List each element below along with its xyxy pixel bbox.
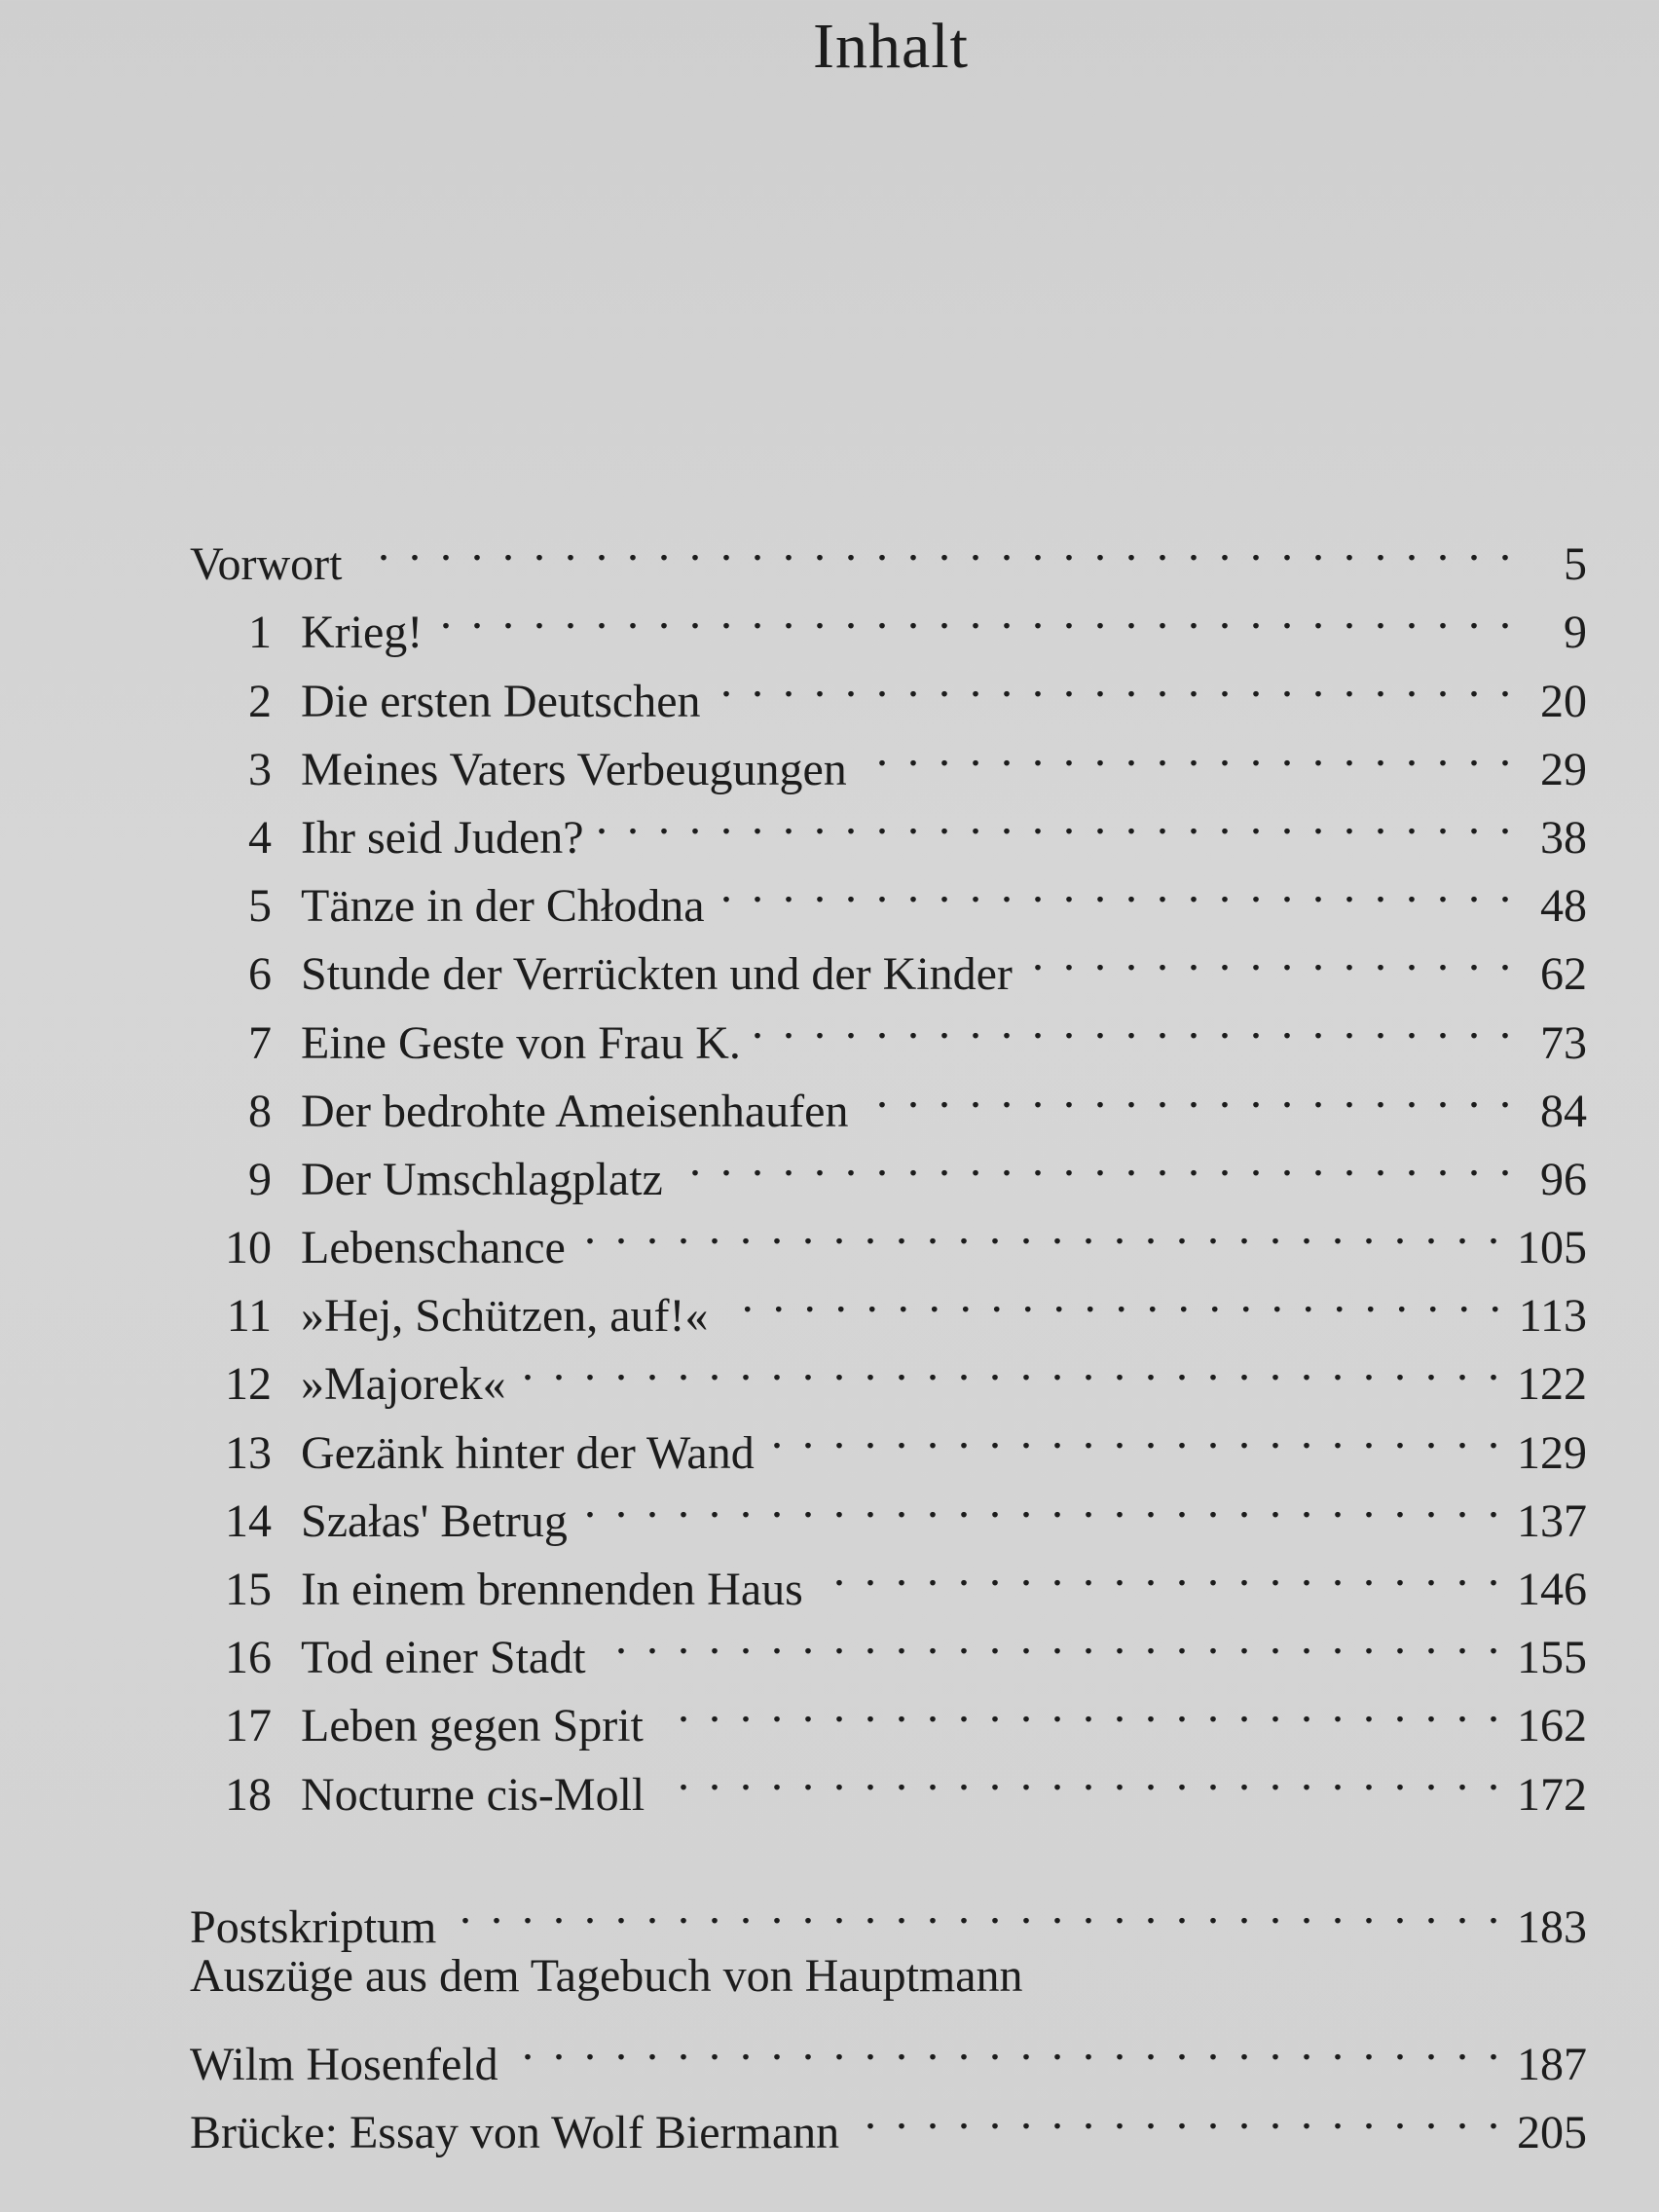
table-of-contents <box>190 511 1587 1821</box>
toc-entry-number: 16 <box>225 1632 272 1684</box>
toc-entry-tagebuch-line2 <box>190 2010 1587 2090</box>
toc-entry-number: 9 <box>248 1153 272 1205</box>
toc-entry-number: 6 <box>248 948 272 1001</box>
toc-entry <box>190 579 1587 659</box>
toc-leader-dots <box>1026 921 1515 989</box>
toc-leader-dots <box>600 1604 1503 1673</box>
toc-entry-number: 15 <box>225 1564 272 1615</box>
toc-entry-page: 146 <box>1517 1564 1587 1615</box>
toc-entry-title: Brücke: Essay von Wolf Biermann <box>190 2106 840 2158</box>
toc-leader-dots <box>677 1126 1515 1195</box>
toc-entry-tagebuch-line1 <box>190 1942 1587 2010</box>
toc-entry-title: Tod einer Stadt <box>301 1632 586 1684</box>
toc-entry-title: Wilm Hosenfeld <box>190 2038 498 2090</box>
toc-entry-page: 62 <box>1540 948 1587 1001</box>
toc-entry-title: Tänze in der Chłodna <box>301 880 705 933</box>
toc-leader-dots <box>853 2080 1503 2148</box>
toc-leader-dots <box>715 647 1515 716</box>
toc-entry-page: 84 <box>1540 1085 1587 1137</box>
toc-entry-number: 8 <box>248 1085 272 1137</box>
toc-entry-title: Lebenschance <box>301 1222 566 1274</box>
toc-leader-dots <box>657 1673 1503 1741</box>
toc-entry <box>190 511 1587 591</box>
toc-entry-page: 105 <box>1517 1222 1587 1274</box>
toc-leader-dots <box>436 579 1515 647</box>
toc-entry-page: 155 <box>1517 1632 1587 1684</box>
toc-entry-title: »Hej, Schützen, auf!« <box>301 1290 709 1343</box>
toc-entry-number: 17 <box>225 1700 272 1752</box>
toc-entry-postskriptum <box>190 1874 1587 1954</box>
toc-entry-title: Postskriptum <box>190 1901 437 1954</box>
toc-entry-page: 38 <box>1540 811 1587 864</box>
toc-entry-number: 11 <box>226 1290 272 1343</box>
toc-entry-title: Die ersten Deutschen <box>301 675 701 727</box>
toc-entry-page: 29 <box>1540 743 1587 795</box>
toc-entry-number: 10 <box>225 1222 272 1274</box>
toc-entry-page: 137 <box>1517 1494 1587 1547</box>
toc-entry-title: Nocturne cis-Moll <box>301 1768 645 1821</box>
toc-entry-number: 14 <box>225 1494 272 1547</box>
toc-leader-dots <box>512 2010 1503 2079</box>
toc-entry-title: Stunde der Verrückten und der Kinder <box>301 948 1013 1001</box>
toc-leader-dots <box>861 717 1515 785</box>
toc-entry-title: Krieg! <box>301 607 424 659</box>
toc-entry-page: 129 <box>1517 1426 1587 1479</box>
toc-leader-dots <box>768 1399 1503 1467</box>
toc-entry-page: 122 <box>1517 1358 1587 1411</box>
toc-entry-title: Eine Geste von Frau K. <box>301 1016 741 1069</box>
toc-entry-number: 13 <box>225 1426 272 1479</box>
toc-entry-title: Der Umschlagplatz <box>301 1153 663 1205</box>
page-title: Inhalt <box>813 11 969 82</box>
toc-entry-number: 3 <box>248 743 272 795</box>
toc-entry-number: 2 <box>248 675 272 727</box>
toc-entry-page: 187 <box>1517 2038 1587 2090</box>
toc-leader-dots <box>355 511 1515 579</box>
toc-entry-title: In einem brennenden Haus <box>301 1564 803 1615</box>
toc-leader-dots <box>862 1058 1515 1126</box>
toc-entry-number: 1 <box>248 607 272 659</box>
toc-entry-page: 205 <box>1517 2106 1587 2158</box>
toc-entry-title: »Majorek« <box>301 1358 506 1411</box>
toc-leader-dots <box>581 1468 1503 1536</box>
toc-entry-page: 73 <box>1540 1016 1587 1069</box>
toc-entry-page: 183 <box>1517 1901 1587 1954</box>
toc-leader-dots <box>755 989 1515 1057</box>
toc-leader-dots <box>520 1331 1503 1399</box>
toc-leader-dots <box>598 785 1515 853</box>
toc-entry-page: 96 <box>1540 1153 1587 1205</box>
toc-leader-dots <box>658 1741 1503 1809</box>
toc-leader-dots <box>722 1263 1505 1331</box>
toc-leader-dots <box>817 1536 1503 1604</box>
toc-entry-title: Der bedrohte Ameisenhaufen <box>301 1085 849 1137</box>
toc-entry-page: 172 <box>1517 1768 1587 1821</box>
toc-entry-title: Meines Vaters Verbeugungen <box>301 743 847 795</box>
toc-entry-title: Szałas' Betrug <box>301 1494 568 1547</box>
toc-entry-page: 162 <box>1517 1700 1587 1752</box>
toc-entry-number: 5 <box>248 880 272 933</box>
toc-entry-title: Gezänk hinter der Wand <box>301 1426 755 1479</box>
toc-entry-page: 48 <box>1540 880 1587 933</box>
toc-entry-page: 113 <box>1518 1290 1587 1343</box>
toc-leader-dots <box>450 1874 1503 1942</box>
toc-entry-title: Auszüge aus dem Tagebuch von Hauptmann <box>190 1950 1023 2003</box>
back-matter-list <box>190 1874 1587 2158</box>
toc-entry-title: Leben gegen Sprit <box>301 1700 644 1752</box>
toc-entry-number: 7 <box>248 1016 272 1069</box>
toc-entry-number: 4 <box>248 811 272 864</box>
toc-entry-number: 12 <box>225 1358 272 1411</box>
toc-entry-title: Ihr seid Juden? <box>301 811 584 864</box>
toc-leader-dots <box>579 1195 1503 1263</box>
toc-entry-number: 18 <box>225 1768 272 1821</box>
toc-entry-page: 20 <box>1540 675 1587 727</box>
toc-entry-title: Vorwort <box>190 538 343 591</box>
toc-entry-page: 9 <box>1564 607 1587 659</box>
toc-entry-page: 5 <box>1564 538 1587 591</box>
toc-leader-dots <box>719 853 1515 921</box>
